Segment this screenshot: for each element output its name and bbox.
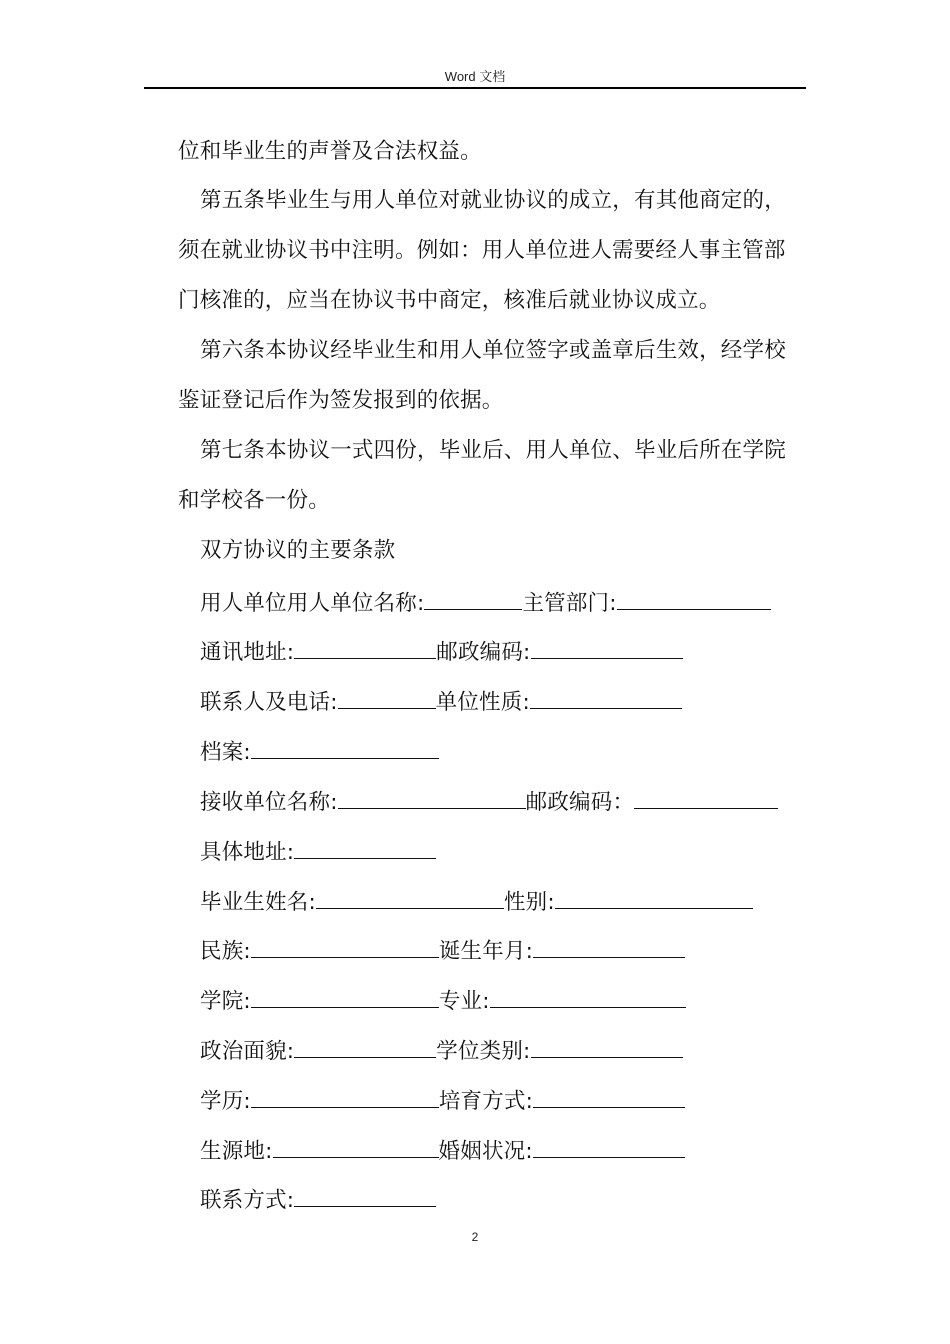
degree-type-blank	[531, 1035, 683, 1058]
postcode-blank	[531, 636, 683, 659]
address-label: 通讯地址:	[200, 640, 295, 665]
graduate-name-label: 毕业生姓名:	[200, 890, 316, 915]
degree-type-label: 学位类别:	[436, 1039, 531, 1064]
college-label: 学院:	[200, 989, 251, 1014]
origin-label: 生源地:	[200, 1139, 273, 1164]
employer-blank	[424, 587, 522, 610]
form-row-address	[200, 636, 683, 667]
paragraph-line: 第六条本协议经毕业生和用人单位签字或盖章后生效，经学校	[200, 338, 786, 363]
address-blank	[294, 636, 436, 659]
form-row-ethnicity	[200, 935, 685, 966]
postcode-label: 邮政编码:	[436, 640, 531, 665]
form-row-receiver	[200, 786, 778, 817]
form-row-origin	[200, 1135, 685, 1166]
contact-method-blank	[294, 1184, 436, 1207]
form-row-graduate	[200, 886, 753, 917]
department-label: 主管部门:	[522, 591, 617, 616]
unit-type-blank	[530, 686, 682, 709]
receiver-blank	[338, 786, 526, 809]
archive-blank	[251, 736, 439, 759]
paragraph-line: 位和毕业生的声誉及合法权益。	[178, 139, 482, 164]
gender-label: 性别:	[503, 890, 555, 915]
unit-type-label: 单位性质:	[435, 690, 530, 715]
form-row-employer	[200, 587, 771, 618]
paragraph-line: 鉴证登记后作为签发报到的依据。	[178, 388, 504, 413]
paragraph-line: 第五条毕业生与用人单位对就业协议的成立，有其他商定的，	[200, 188, 786, 213]
marital-label: 婚姻状况:	[438, 1139, 533, 1164]
political-blank	[294, 1035, 436, 1058]
form-row-college	[200, 985, 686, 1016]
receiver-postcode-blank	[634, 786, 778, 809]
college-blank	[251, 985, 439, 1008]
paragraph-line: 和学校各一份。	[178, 488, 330, 513]
graduate-name-blank	[316, 886, 504, 909]
form-row-contact	[200, 686, 682, 717]
contact-label: 联系人及电话:	[200, 690, 338, 715]
contact-blank	[338, 686, 436, 709]
gender-blank	[555, 886, 753, 909]
training-blank	[533, 1085, 685, 1108]
ethnicity-blank	[251, 935, 439, 958]
receiver-postcode-label: 邮政编码：	[525, 790, 635, 815]
ethnicity-label: 民族:	[200, 939, 251, 964]
detail-address-label: 具体地址:	[200, 840, 295, 865]
paragraph-line: 须在就业协议书中注明。例如：用人单位进人需要经人事主管部	[178, 238, 786, 263]
detail-address-blank	[294, 836, 436, 859]
archive-label: 档案:	[200, 740, 251, 765]
birth-label: 诞生年月:	[438, 939, 534, 964]
section-heading: 双方协议的主要条款	[200, 538, 396, 563]
page-number: 2	[471, 1230, 479, 1244]
birth-blank	[533, 935, 685, 958]
education-label: 学历:	[200, 1089, 251, 1114]
training-label: 培育方式:	[438, 1089, 534, 1114]
major-label: 专业:	[438, 989, 490, 1014]
form-row-detail-address	[200, 836, 436, 867]
header-divider	[144, 87, 806, 89]
marital-blank	[533, 1135, 685, 1158]
education-blank	[251, 1085, 439, 1108]
employer-label: 用人单位用人单位名称:	[200, 591, 425, 616]
page-header: Word 文档	[444, 69, 506, 84]
contact-method-label: 联系方式:	[200, 1188, 295, 1213]
political-label: 政治面貌:	[200, 1039, 295, 1064]
major-blank	[490, 985, 686, 1008]
form-row-contact-method	[200, 1184, 436, 1215]
receiver-label: 接收单位名称:	[200, 790, 338, 815]
department-blank	[617, 587, 771, 610]
form-row-political	[200, 1035, 683, 1066]
paragraph-line: 门核准的，应当在协议书中商定，核准后就业协议成立。	[178, 288, 721, 313]
form-row-education	[200, 1085, 685, 1116]
paragraph-line: 第七条本协议一式四份，毕业后、用人单位、毕业后所在学院	[200, 438, 786, 463]
form-row-archive	[200, 736, 439, 767]
origin-blank	[273, 1135, 439, 1158]
